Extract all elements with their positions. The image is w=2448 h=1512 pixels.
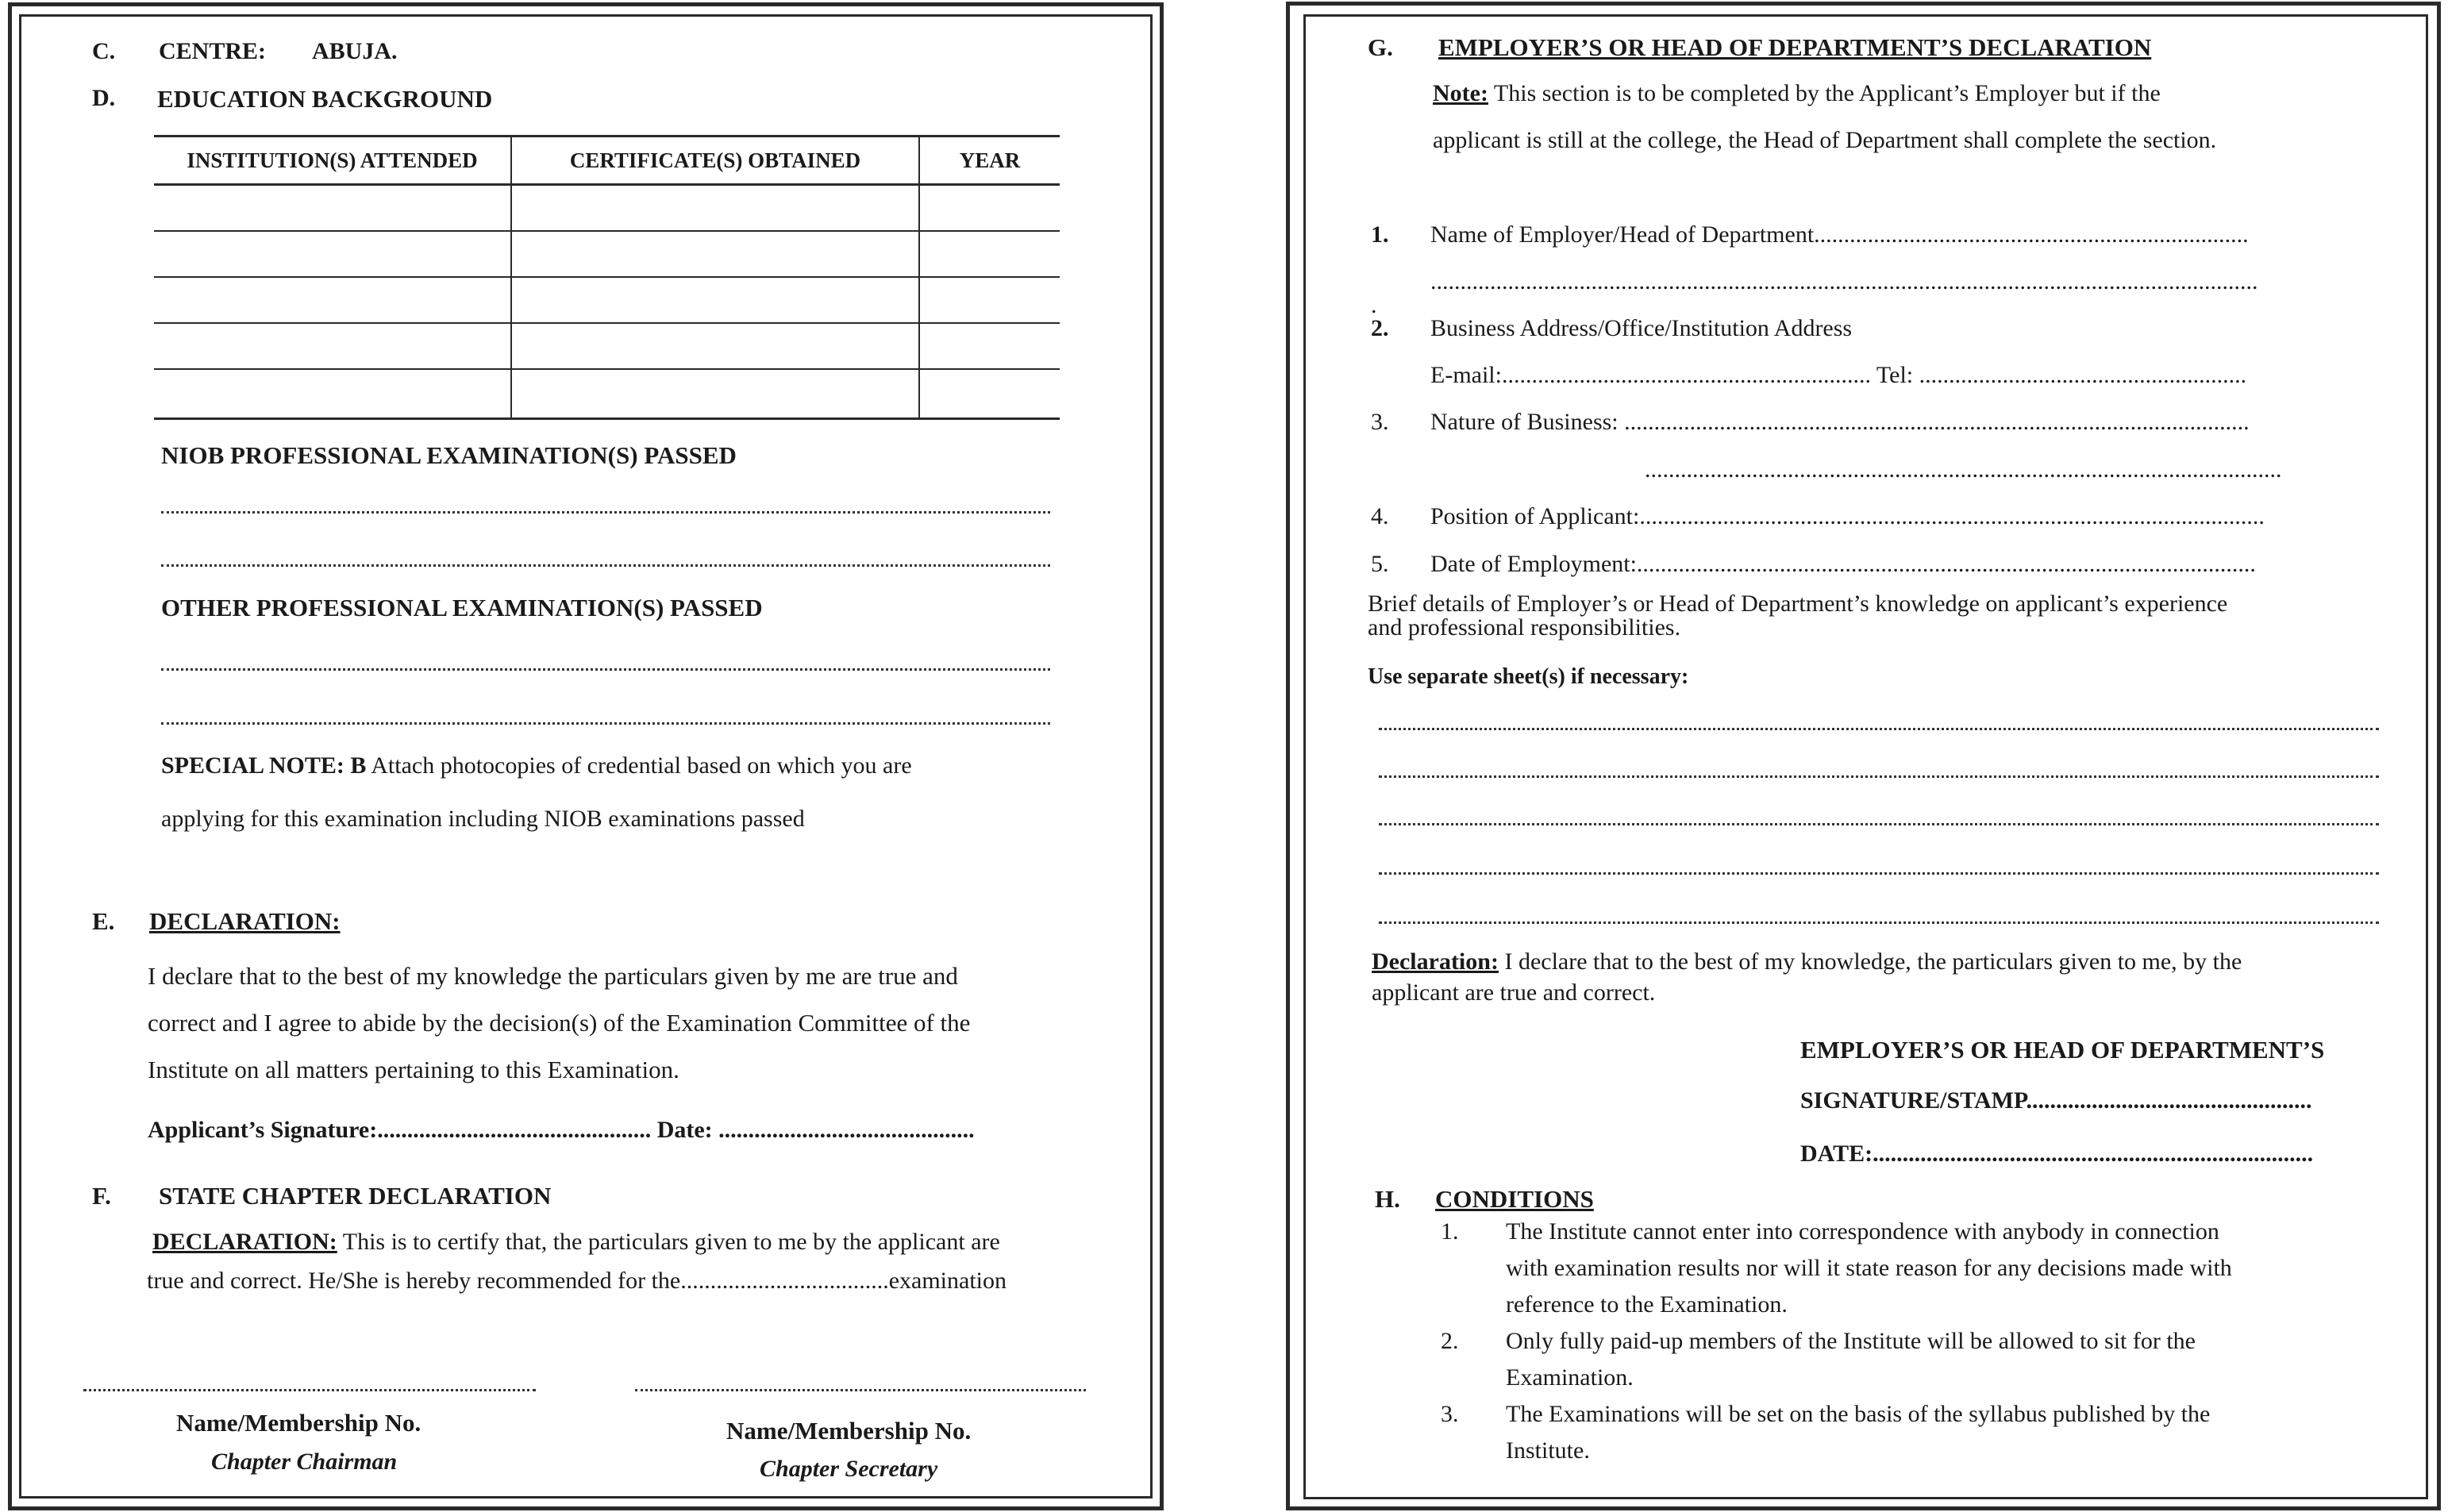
table-cell[interactable] xyxy=(154,323,511,369)
employer-declaration-line-1 xyxy=(1372,948,2242,975)
other-exam-line-1[interactable] xyxy=(161,668,1050,671)
condition-1-number: 1. xyxy=(1441,1218,1459,1245)
condition-3-line-2: Institute. xyxy=(1506,1437,1590,1464)
details-line-5[interactable] xyxy=(1379,921,2379,924)
table-cell[interactable] xyxy=(154,185,511,232)
table-cell[interactable] xyxy=(511,323,919,369)
table-row xyxy=(154,231,1060,277)
condition-1-line-2: with examination results nor will it state reason for any decisions made with xyxy=(1506,1255,2232,1281)
state-declaration-line-1 xyxy=(152,1229,1000,1256)
brief-details-line-1: Brief details of Employer’s or Head of Department’s knowledge on applicant’s experience xyxy=(1368,591,2228,617)
table-row xyxy=(154,369,1060,419)
special-note-line-1 xyxy=(161,752,912,779)
note-line-2: applicant is still at the college, the Head of Department shall complete the section. xyxy=(1433,127,2217,153)
position-of-applicant-field[interactable]: Position of Applicant:......................................................................................................... xyxy=(1430,503,2265,529)
details-line-4[interactable] xyxy=(1379,872,2379,875)
note-label: Note: xyxy=(1433,80,1488,106)
special-note-text: Attach photocopies of credential based on which you are xyxy=(366,752,912,779)
table-row xyxy=(154,323,1060,369)
header-certificate: CERTIFICATE(S) OBTAINED xyxy=(511,137,919,185)
separate-sheet-note: Use separate sheet(s) if necessary: xyxy=(1368,664,1689,689)
table-cell[interactable] xyxy=(154,231,511,277)
education-table-header xyxy=(154,137,1060,185)
employer-declaration-label: Declaration: xyxy=(1372,948,1499,975)
condition-2-line-2: Examination. xyxy=(1506,1364,1634,1391)
employer-date-field[interactable]: DATE:.......................................................................... xyxy=(1800,1141,2314,1167)
header-institution: INSTITUTION(S) ATTENDED xyxy=(154,137,511,185)
state-declaration-line-2: true and correct. He/She is hereby recommended for the...................................examination xyxy=(147,1268,1007,1294)
table-cell[interactable] xyxy=(919,277,1060,323)
section-g-letter: G. xyxy=(1368,33,1393,61)
table-row xyxy=(154,185,1060,232)
condition-2-number: 2. xyxy=(1441,1328,1459,1354)
centre-label: CENTRE: xyxy=(159,38,267,64)
details-line-2[interactable] xyxy=(1379,775,2379,778)
nature-of-business-continuation[interactable]: ........................................................................................................... xyxy=(1645,456,2282,483)
table-cell[interactable] xyxy=(511,231,919,277)
item-1-number: 1. xyxy=(1371,221,1389,248)
employer-declaration-line-2: applicant are true and correct. xyxy=(1372,979,1656,1006)
table-cell[interactable] xyxy=(511,369,919,419)
chairman-name-label: Name/Membership No. xyxy=(176,1409,421,1437)
stray-dot: . xyxy=(1371,292,1377,318)
brief-details-line-2: and professional responsibilities. xyxy=(1368,614,1681,641)
details-line-3[interactable] xyxy=(1379,823,2379,825)
other-exams-title: OTHER PROFESSIONAL EXAMINATION(S) PASSED xyxy=(161,594,763,621)
declaration-line-2: correct and I agree to abide by the decision(s) of the Examination Committee of the xyxy=(148,1009,971,1037)
section-h-letter: H. xyxy=(1375,1185,1400,1213)
table-cell[interactable] xyxy=(511,185,919,232)
employer-name-field[interactable]: Name of Employer/Head of Department......................................................................... xyxy=(1430,221,2249,248)
special-note-label: SPECIAL NOTE: B xyxy=(161,752,367,779)
item-2-number: 2. xyxy=(1371,315,1389,341)
item-3-number: 3. xyxy=(1371,409,1389,435)
table-cell[interactable] xyxy=(154,369,511,419)
table-cell[interactable] xyxy=(919,323,1060,369)
state-chapter-title: STATE CHAPTER DECLARATION xyxy=(159,1182,552,1210)
condition-2-line-1: Only fully paid-up members of the Institute will be allowed to sit for the xyxy=(1506,1328,2196,1354)
state-declaration-label: DECLARATION: xyxy=(152,1229,337,1255)
declaration-line-3: Institute on all matters pertaining to this Examination. xyxy=(148,1056,679,1083)
condition-3-line-1: The Examinations will be set on the basis of the syllabus published by the xyxy=(1506,1401,2211,1427)
employer-declaration-text: I declare that to the best of my knowledge, the particulars given to me, by the xyxy=(1498,948,2242,975)
date-of-employment-field[interactable]: Date of Employment:........................................................................................................ xyxy=(1430,551,2256,577)
section-d-letter: D. xyxy=(92,85,116,111)
condition-1-line-1: The Institute cannot enter into correspondence with anybody in connection xyxy=(1506,1218,2219,1245)
education-table xyxy=(154,135,1060,420)
secretary-signature-line[interactable] xyxy=(635,1389,1086,1391)
table-row xyxy=(154,277,1060,323)
note-text: This section is to be completed by the Applicant’s Employer but if the xyxy=(1488,80,2161,106)
condition-3-number: 3. xyxy=(1441,1401,1459,1427)
declaration-title: DECLARATION: xyxy=(149,907,341,935)
section-f-letter: F. xyxy=(92,1182,111,1210)
niob-exams-title: NIOB PROFESSIONAL EXAMINATION(S) PASSED xyxy=(161,441,737,469)
special-note-line-2: applying for this examination including NIOB examinations passed xyxy=(161,806,805,832)
state-declaration-text: This is to certify that, the particulars given to me by the applicant are xyxy=(337,1229,1000,1255)
section-c-letter: C. xyxy=(92,38,116,64)
secretary-role: Chapter Secretary xyxy=(760,1456,938,1482)
table-cell[interactable] xyxy=(919,185,1060,232)
employer-declaration-title: EMPLOYER’S OR HEAD OF DEPARTMENT’S DECLARATION xyxy=(1438,33,2152,61)
table-cell[interactable] xyxy=(919,231,1060,277)
note-line-1 xyxy=(1433,80,2161,107)
declaration-line-1: I declare that to the best of my knowledge the particulars given by me are true and xyxy=(148,962,958,990)
table-cell[interactable] xyxy=(154,277,511,323)
item-5-number: 5. xyxy=(1371,551,1389,577)
chairman-role: Chapter Chairman xyxy=(211,1449,398,1475)
details-line-1[interactable] xyxy=(1379,728,2379,730)
niob-exam-line-2[interactable] xyxy=(161,564,1050,567)
secretary-name-label: Name/Membership No. xyxy=(726,1417,972,1445)
nature-of-business-field[interactable]: Nature of Business: ......................................................................................................... xyxy=(1430,409,2250,435)
email-tel-field[interactable]: E-mail:.............................................................. Tel: ....................................................... xyxy=(1430,362,2247,388)
other-exam-line-2[interactable] xyxy=(161,722,1050,725)
business-address-label: Business Address/Office/Institution Address xyxy=(1430,315,1853,341)
niob-exam-line-1[interactable] xyxy=(161,511,1050,514)
employer-signature-heading: EMPLOYER’S OR HEAD OF DEPARTMENT’S xyxy=(1800,1036,2325,1064)
table-cell[interactable] xyxy=(919,369,1060,419)
section-e-letter: E. xyxy=(92,907,115,935)
centre-value: ABUJA. xyxy=(312,38,398,64)
conditions-title: CONDITIONS xyxy=(1435,1185,1594,1213)
header-year: YEAR xyxy=(919,137,1060,185)
applicant-signature-line: Applicant’s Signature:.............................................. Date: ........................................... xyxy=(148,1117,975,1143)
education-title: EDUCATION BACKGROUND xyxy=(157,85,493,113)
item-4-number: 4. xyxy=(1371,503,1389,529)
employer-signature-stamp-field[interactable]: SIGNATURE/STAMP................................................ xyxy=(1800,1087,2312,1114)
chairman-signature-line[interactable] xyxy=(83,1389,536,1391)
employer-name-continuation[interactable]: ........................................................................................................................................... xyxy=(1430,268,2258,294)
condition-1-line-3: reference to the Examination. xyxy=(1506,1291,1788,1318)
table-cell[interactable] xyxy=(511,277,919,323)
